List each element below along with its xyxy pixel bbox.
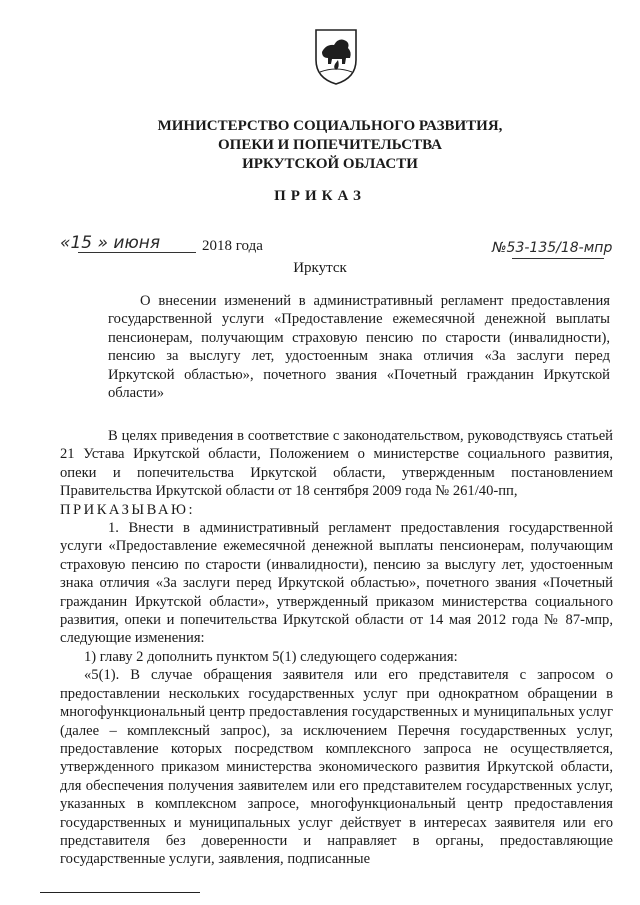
number-underline xyxy=(512,258,604,259)
date-underline xyxy=(78,252,196,253)
item-1-paragraph: 1. Внести в административный регламент предоставления государственной услуги «Предоставление ежемесячной денежной выплаты пенсионерам, получающим страховую пенсию по старости (инвалидности), пенсию за выслугу лет, удостоенным знака отличия «За заслуги перед Иркутской областью», почетного звания «Почетный гражданин Иркутской области», утвержденный приказом министерства социального развития, опеки и попечительства Иркутской области от 14 мая 2012 года № 87-мпр, следующие изменения: xyxy=(60,520,613,647)
handwritten-date: «15 » июня xyxy=(60,233,161,253)
handwritten-order-number: №53-135/18-мпр xyxy=(492,240,613,256)
clause-5-1-paragraph: «5(1). В случае обращения заявителя или его представителя с запросом о предоставлении нескольких государственных услуг при однократном обращении в многофункциональный центр предоставления государственных и муниципальных услуг (далее – комплексный запрос), за исключением Перечня государственных услуг, предоставление которых посредством комплексного запроса не осуществляется, утвержденного приказом министерства экономического развития Иркутской области, для обеспечения получения заявителем или его представителем государственных услуг, указанных в комплексном запросе, многофункциональный центр предоставления государственных и муниципальных услуг действует в интересах заявителя или его представителя без доверенности и направляет в органы, предоставляющие государственные услуги, заявления, подписанные xyxy=(60,667,613,868)
ministry-line-3: ИРКУТСКОЙ ОБЛАСТИ xyxy=(242,156,418,172)
ministry-line-1: МИНИСТЕРСТВО СОЦИАЛЬНОГО РАЗВИТИЯ, xyxy=(157,118,503,134)
ministry-line-2: ОПЕКИ И ПОПЕЧИТЕЛЬСТВА xyxy=(218,137,442,153)
order-word: ПРИКАЗЫВАЮ: xyxy=(60,501,196,518)
preamble-paragraph: В целях приведения в соответствие с законодательством, руководствуясь статьей 21 Устава Иркутской области, Положением о министерстве социального развития, опеки и попечительства Иркутской области, утвержденным постановлением Правительства Иркутской области от 18 сентября 2009 года № 261/40-пп, xyxy=(60,428,613,500)
date-year: 2018 года xyxy=(202,238,263,254)
subitem-1-paragraph: 1) главу 2 дополнить пунктом 5(1) следующего содержания: xyxy=(84,648,458,665)
order-subject xyxy=(108,292,610,402)
ministry-name xyxy=(150,117,510,174)
coat-of-arms-emblem-icon xyxy=(312,26,360,86)
order-body xyxy=(60,427,613,869)
city-name: Иркутск xyxy=(293,260,347,276)
document-type-title: ПРИКАЗ xyxy=(274,188,366,204)
subject-text: О внесении изменений в административный регламент предоставления государственной услуги «Предоставление ежемесячной денежной выплаты пенсионерам, получающим страховую пенсию по старости (инвалидности), пенсию за выслугу лет, удостоенным знака отличия «За заслуги перед Иркутской областью», почетного звания «Почетный гражданин Иркутской области» xyxy=(108,293,610,402)
footnote-separator xyxy=(40,892,200,893)
